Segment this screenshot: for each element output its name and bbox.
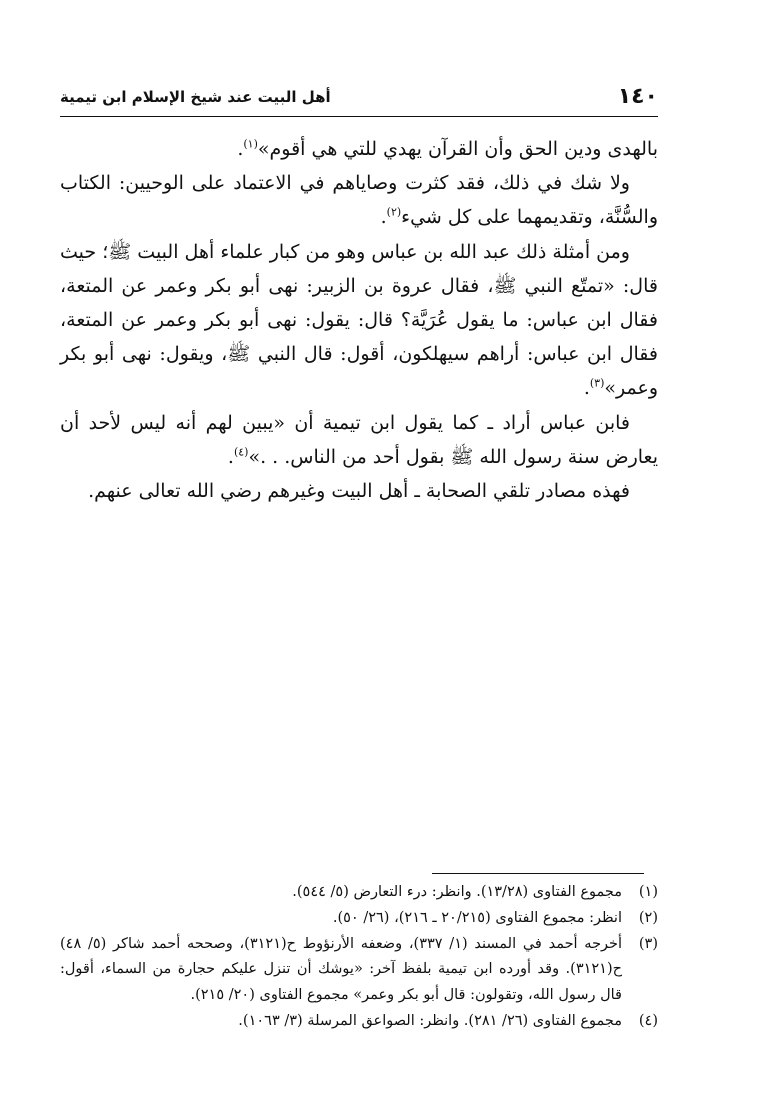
footnotes	[60, 880, 658, 1035]
footnote-number: (٣)	[638, 935, 658, 952]
footnote-number: (٢)	[638, 909, 658, 926]
footnote-text: مجموع الفتاوى (١٣/٢٨). وانظر: درء التعارض (٥/ ٥٤٤).	[292, 884, 622, 900]
paragraph-5: فهذه مصادر تلقي الصحابة ـ أهل البيت وغيرهم رضي الله تعالى عنهم.	[88, 480, 630, 503]
footnote-separator	[432, 873, 644, 874]
paragraph-1-end: .	[237, 138, 244, 160]
paragraph-3	[60, 235, 658, 406]
footnote-number: (٤)	[638, 1012, 658, 1029]
footnote-ref-1: (١)	[243, 137, 258, 151]
paragraph-2-end: .	[380, 206, 387, 229]
paragraph-3-end: .	[583, 377, 590, 400]
page-number: ١٤٠	[617, 84, 658, 109]
footnote-text: أخرجه أحمد في المسند (١/ ٣٣٧)، وضعفه الأرنؤوط ح(٣١٢١)، وصححه أحمد شاكر (٥/ ٤٨) ح(٣١٢١). وقد أورده ابن تيمية بلفظ آخر: «يوشك أن تنزل عليكم حجارة من السماء، أقول: قال رسول الله، وتقولون: قال أبو بكر وعمر» مجموع الفتاوى (٢٠/ ٢١٥).	[60, 935, 623, 1004]
paragraph-4-end: .	[227, 445, 234, 468]
paragraph-2-text: ولا شك في ذلك، فقد كثرت وصاياهم في الاعتماد على الوحيين: الكتاب والسُّنَّة، وتقديمهما على كل شيء	[60, 172, 658, 229]
footnote-ref-2: (٢)	[386, 206, 402, 220]
footnote-text: مجموع الفتاوى (٢٦/ ٢٨١). وانظر: الصواعق المرسلة (٣/ ١٠٦٣).	[238, 1012, 622, 1029]
footnote-3	[60, 932, 658, 1009]
running-title: أهل البيت عند شيخ الإسلام ابن تيمية	[60, 88, 331, 106]
paragraph-4	[60, 406, 658, 474]
paragraph-3-text: ومن أمثلة ذلك عبد الله بن عباس وهو من كبار علماء أهل البيت ﷺ؛ حيث قال: «تمتّع النبي ﷺ، فقال عروة بن الزبير: نهى أبو بكر وعمر عن المتعة، فقال ابن عباس: ما يقول عُرَيَّة؟ قال: يقول: نهى أبو بكر وعمر عن المتعة، فقال ابن عباس: أراهم سيهلكون، أقول: قال النبي ﷺ، ويقول: نهى أبو بكر وعمر»	[60, 240, 658, 400]
paragraph-1	[60, 132, 658, 166]
footnote-text: انظر: مجموع الفتاوى (٢٠/٢١٥ ـ ٢١٦)، (٢٦/ ٥٠).	[332, 909, 622, 926]
footnote-2	[60, 906, 658, 932]
paragraph-1-text: بالهدى ودين الحق وأن القرآن يهدي للتي هي أقوم»	[257, 138, 658, 160]
footnote-ref-4: (٤)	[233, 445, 249, 459]
paragraph-4-text: فابن عباس أراد ـ كما يقول ابن تيمية أن «يبين لهم أنه ليس لأحد أن يعارض سنة رسول الله ﷺ بقول أحد من الناس. . .»	[60, 411, 658, 468]
paragraph-2	[60, 166, 658, 234]
main-text	[60, 132, 658, 508]
footnote-number: (١)	[638, 884, 658, 900]
footnote-4	[60, 1009, 658, 1035]
footnote-ref-3: (٣)	[589, 377, 605, 391]
page-header	[60, 82, 658, 117]
footnote-1	[60, 880, 658, 906]
